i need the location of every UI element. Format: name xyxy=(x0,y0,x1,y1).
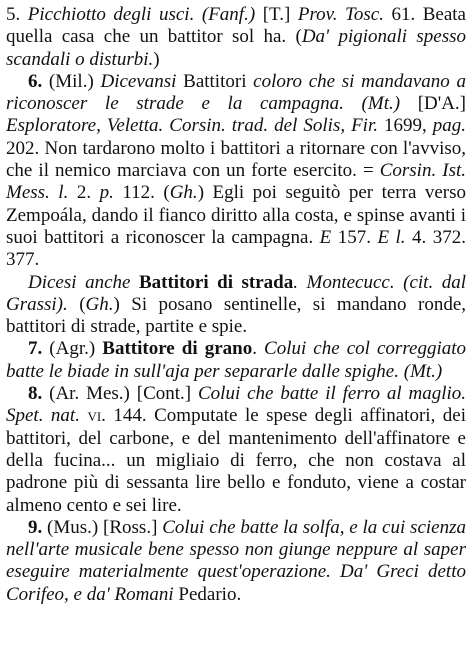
bold-run: Battitore di grano xyxy=(102,338,253,360)
text-run: (Mus.) [Ross.] xyxy=(42,516,163,538)
italic-run: Prov. Tosc. xyxy=(297,4,392,25)
entry-sense-9 xyxy=(6,517,466,606)
text-run: 2. xyxy=(76,182,100,204)
italic-run: Dicevansi xyxy=(100,70,184,92)
text-run: Battitori xyxy=(183,70,254,92)
italic-run: . Montecucc. (cit. dal Grassi). xyxy=(6,271,466,315)
entry-sense-6-subentry xyxy=(6,272,466,339)
italic-run: Colui che col correggiato batte le biade in sull'aja per separarle dalle spighe. (Mt.) xyxy=(6,338,467,382)
italic-run: pag. xyxy=(432,115,466,137)
text-run: 157. xyxy=(337,226,378,248)
italic-run: Da' pigionali spesso scandali o disturbi. xyxy=(6,26,466,70)
text-run: 4. 372. 377. xyxy=(6,226,466,271)
entry-sense-7 xyxy=(6,338,466,383)
italic-run: coloro che si mandavano a riconoscer le strade e la campagna. (Mt.) xyxy=(6,70,466,115)
bold-run: 7. xyxy=(28,338,43,360)
italic-run: Corsin. Ist. Mess. l. xyxy=(6,160,466,204)
entry-sense-6 xyxy=(6,71,466,272)
italic-run: Gh. xyxy=(169,182,198,204)
italic-run: p. xyxy=(99,182,123,204)
text-run: [T.] xyxy=(262,4,298,25)
italic-run: Gh. xyxy=(85,293,114,315)
text-run: 1699, xyxy=(384,115,433,137)
text-run: (Mil.) xyxy=(42,70,101,92)
bold-run: 6. xyxy=(28,70,43,92)
text-run: . xyxy=(252,338,265,360)
italic-run: Colui che batte la solfa, e la cui scienza nell'arte musicale bene spesso non giunge neppure al saper eseguire materialmente quest'operazione. Da' Greci detto Corifeo, e da' Romani xyxy=(6,516,466,605)
italic-run: Dicesi anche xyxy=(28,271,139,293)
italic-run: Picchiotto degli usci. (Fanf.) xyxy=(27,4,263,25)
text-run: ) Egli poi seguitò per terra verso Zempoála, dando il fianco diritto alla costa, e spinse avanti i suoi battitori a riconoscer la campagna. xyxy=(6,182,467,248)
italic-run: Esploratore, Veletta. Corsin. trad. del Solis, Fir. xyxy=(6,115,384,137)
text-run: 5. xyxy=(6,4,28,25)
text-run: 112. ( xyxy=(122,182,170,204)
text-run: ) Si posano sentinelle, si mandano ronde, battitori di strade, partite e spie. xyxy=(6,293,467,338)
bold-run: Battitori di strada xyxy=(138,271,294,293)
entry-sense-5 xyxy=(6,4,466,71)
text-run: (Agr.) xyxy=(42,338,103,360)
text-run: 61. Beata quella casa che un battitor sol ha. ( xyxy=(6,4,466,48)
text-run: ) xyxy=(153,48,160,70)
smallcaps-run: vi. xyxy=(87,405,114,427)
text-run: ( xyxy=(79,293,86,315)
italic-run: E xyxy=(319,226,338,248)
italic-run: Colui che batte il ferro al maglio. Spet. nat. xyxy=(6,383,467,427)
italic-run: E l. xyxy=(377,226,413,248)
bold-run: 9. xyxy=(28,516,43,538)
text-run: (Ar. Mes.) [Cont.] xyxy=(42,383,198,405)
text-run: 202. Non tardarono molto i battitori a ritornare con l'avviso, che il nemico marciava con un forte esercito. = xyxy=(6,137,466,182)
text-run: Pedario. xyxy=(178,583,242,605)
bold-run: 8. xyxy=(28,383,43,405)
text-run: 144. Computate le spese degli affinatori, dei battitori, del carbone, e del mantenimento dell'affinatore e della fucina... un migliaio di ferro, che non costava al padrone più di sessanta lire bello e fonduto, viene a costar almeno cento e sei lire. xyxy=(6,405,466,516)
entry-sense-8 xyxy=(6,383,466,517)
text-run: [D'A.] xyxy=(417,93,466,115)
